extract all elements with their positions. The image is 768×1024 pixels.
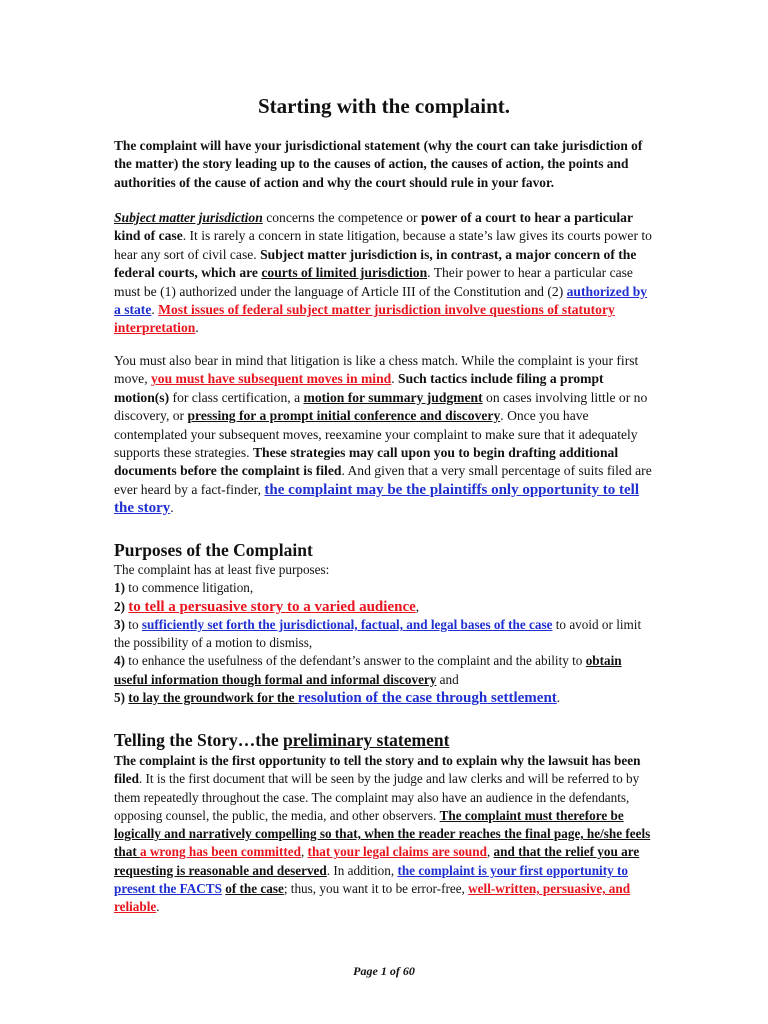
highlight-blue: authorized by a state — [114, 283, 648, 318]
item-text: to enhance the usefulness of the defendant’s answer to the complaint and the ability to — [125, 653, 586, 669]
purposes-heading: Purposes of the Complaint — [114, 540, 313, 560]
text-run: . It is rarely a concern in state litigation, because a state’s law gives its courts power to hear any sort of civil case. — [114, 228, 652, 262]
highlight-red: a wrong has been committed — [140, 844, 301, 860]
list-item — [114, 616, 654, 653]
text-run: power of a court to hear a particular kind of case — [114, 210, 633, 244]
item-number: 2) — [114, 598, 125, 614]
highlight-red: to tell a persuasive story to a varied audience — [128, 598, 416, 615]
text-run: ; thus, you want it to be error-free, — [283, 881, 469, 897]
list-item — [114, 579, 654, 597]
text-run: These strategies may call upon you to begin drafting additional documents before the complaint is filed — [114, 445, 619, 479]
text-run: and that the relief you are requesting is reasonable and deserved — [114, 844, 640, 878]
highlight-blue: the complaint may be the plaintiffs only opportunity to tell the story — [114, 481, 640, 517]
text-run: for class certification, a — [169, 389, 304, 405]
text-run: courts of limited jurisdiction — [261, 265, 428, 281]
text-run: motion for summary judgment — [303, 389, 483, 405]
text-run: , — [486, 844, 494, 860]
text-run: concerns the competence or — [262, 210, 421, 225]
page-number: Page 1 of 60 — [353, 964, 415, 978]
highlight-red: that your legal claims are sound — [307, 844, 487, 860]
item-text: . — [556, 690, 561, 706]
highlight-red: well-written, persuasive, and reliable — [114, 881, 631, 915]
text-run: Subject matter jurisdiction is, in contrast, a major concern of the federal courts, which are — [114, 246, 637, 281]
text-run: The complaint must therefore be logically and narratively compelling so that, when the reader reaches the final page, he/she feels that — [114, 807, 651, 860]
text-run: . And given that a very small percentage of suits filed are ever heard by a fact-finder, — [114, 463, 652, 497]
term-subject-matter-jurisdiction: Subject matter jurisdiction — [114, 210, 263, 225]
item-number: 1) — [114, 580, 125, 596]
list-item — [114, 689, 654, 707]
text-run: . In addition, — [326, 862, 398, 878]
highlight-red: you must have subsequent moves in mind — [151, 371, 392, 387]
highlight-blue: the complaint is your first opportunity to present the FACTS — [114, 862, 628, 897]
document-title: Starting with the complaint. — [258, 94, 510, 118]
text-run: . — [151, 302, 159, 318]
chess-match-paragraph — [114, 352, 654, 518]
text-run: . — [195, 320, 199, 336]
item-number: 5) — [114, 690, 125, 706]
subject-matter-paragraph — [114, 209, 654, 338]
highlight-blue: resolution of the case through settlement — [297, 690, 557, 707]
item-text: , — [415, 598, 420, 614]
item-text: to lay the groundwork for the — [128, 690, 298, 706]
item-text: to commence litigation, — [125, 580, 254, 596]
highlight-blue: sufficiently set forth the jurisdictional, factual, and legal bases of the case — [141, 616, 553, 632]
text-run: You must also bear in mind that litigation is like a chess match. While the complaint is your first move, — [114, 353, 639, 387]
intro-paragraph: The complaint will have your jurisdictional statement (why the court can take jurisdiction of the matter) the story leading up to the causes of action, the causes of action, the points and authorities of the cause of action and why the court should rule in your favor. — [114, 138, 643, 190]
purposes-lead: The complaint has at least five purposes: — [114, 562, 330, 577]
text-run: on cases involving little or no discovery, or — [114, 389, 648, 424]
text-run: The complaint is the first opportunity to tell the story and to explain why the lawsuit has been filed — [114, 753, 641, 787]
text-run: . — [156, 899, 160, 915]
item-text: to avoid or limit the possibility of a motion to dismiss, — [114, 616, 642, 651]
text-run: . — [391, 371, 399, 387]
preliminary-statement-paragraph — [114, 752, 654, 917]
text-run: . It is the first document that will be seen by the judge and law clerks and will be referred to by them repeatedly throughout the case. The complaint may also have an audience in the defendants, opposing counsel, the public, the media, and other observers. — [114, 771, 640, 823]
heading-part: Telling the Story…the — [114, 730, 284, 750]
text-run: , — [300, 844, 308, 860]
item-number: 3) — [114, 616, 125, 632]
text-run: of the case — [225, 881, 284, 897]
list-item — [114, 598, 654, 616]
text-run: . Their power to hear a particular case must be (1) authorized under the language of Article III of the Constitution and (2) — [114, 265, 633, 299]
item-text: and — [436, 671, 459, 687]
text-run: Such tactics include filing a prompt motion(s) — [114, 371, 604, 405]
list-item — [114, 652, 654, 689]
item-number: 4) — [114, 653, 125, 669]
highlight-red: Most issues of federal subject matter jurisdiction involve questions of statutory interpretation — [114, 302, 615, 336]
telling-story-heading — [114, 730, 654, 751]
text-run: . Once you have contemplated your subsequent moves, reexamine your complaint to make sure that it adequately supports these strategies. — [114, 408, 638, 461]
text-run: . — [170, 500, 174, 516]
text-run: pressing for a prompt initial conference and discovery — [187, 408, 501, 424]
item-text: obtain useful information though formal and informal discovery — [114, 653, 622, 687]
purposes-list — [114, 561, 654, 707]
item-text: to — [125, 616, 142, 632]
heading-part-underlined: preliminary statement — [283, 730, 450, 750]
